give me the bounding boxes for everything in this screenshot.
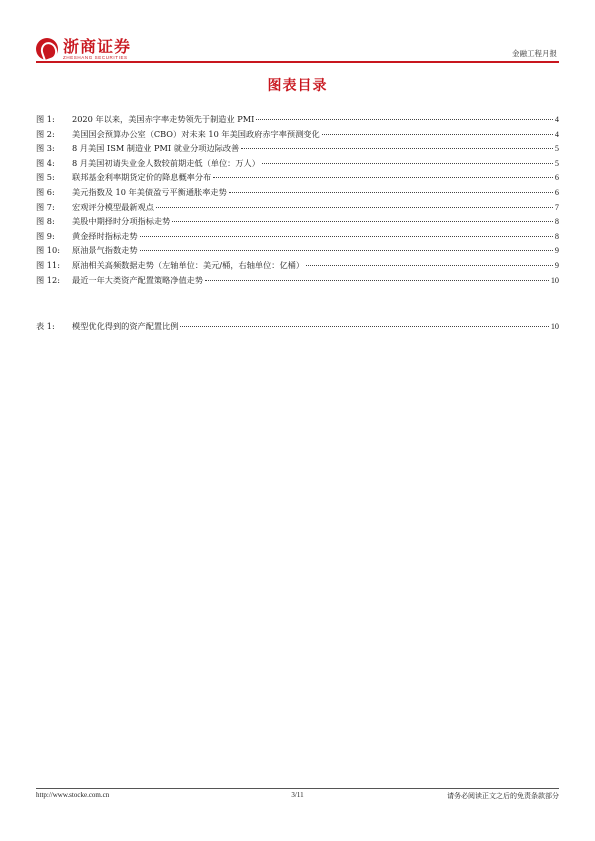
toc-entry-page: 5 <box>554 158 559 168</box>
toc-entry-page: 6 <box>554 187 559 197</box>
toc-entry-page: 4 <box>554 129 559 139</box>
logo-name-en: ZHESHANG SECURITIES <box>63 54 128 60</box>
toc-entry-label: 图 9: <box>36 230 55 241</box>
toc-entry[interactable] <box>36 112 559 127</box>
figure-list <box>36 112 559 287</box>
toc-leader-dots <box>213 177 553 178</box>
toc-entry[interactable] <box>36 229 559 244</box>
toc-entry-label: 图 1: <box>36 114 55 124</box>
toc-entry-label: 图 2: <box>36 128 55 139</box>
toc-entry-page: 8 <box>554 231 559 241</box>
toc-entry[interactable] <box>36 156 559 171</box>
toc-entry[interactable] <box>36 200 559 215</box>
toc-entry-label: 图 10: <box>36 245 60 256</box>
toc-entry-page: 6 <box>554 173 559 183</box>
toc-entry-label: 图 12: <box>36 274 60 285</box>
toc-entry-page: 5 <box>554 144 559 154</box>
toc-entry-page: 9 <box>554 260 559 270</box>
toc-title: 图表目录 <box>267 78 328 94</box>
toc-entry[interactable] <box>36 170 559 185</box>
toc-entry-title: 美国国会预算办公室（CBO）对未来 10 年美国政府赤字率预测变化 <box>72 128 320 139</box>
toc-leader-dots <box>140 236 553 237</box>
toc-entry-title: 黄金择时指标走势 <box>72 230 138 241</box>
header-divider <box>36 61 559 63</box>
toc-leader-dots <box>172 221 553 222</box>
logo-icon <box>36 38 58 60</box>
toc-entry-title: 模型优化得到的资产配置比例 <box>72 321 179 331</box>
toc-entry-title: 宏观评分模型最新观点 <box>72 201 154 212</box>
toc-leader-dots <box>322 134 553 135</box>
toc-entry-title: 美股中期择时分项指标走势 <box>72 216 171 227</box>
toc-entry[interactable] <box>36 185 559 200</box>
logo-name-cn: 浙商证券 <box>63 36 132 56</box>
toc-entry-title: 8 月美国 ISM 制造业 PMI 就业分项边际改善 <box>72 143 240 154</box>
toc-entry-title: 8 月美国初请失业金人数较前期走低（单位：万人） <box>72 157 260 168</box>
toc-entry[interactable] <box>36 214 559 229</box>
footer-divider <box>36 788 559 789</box>
toc-leader-dots <box>306 265 553 266</box>
toc-entry-title: 原油相关高频数据走势（左轴单位：美元/桶，右轴单位：亿桶） <box>72 259 305 270</box>
footer-disclaimer: 请务必阅读正文之后的免责条款部分 <box>447 792 559 800</box>
page-number: 3/11 <box>291 791 304 799</box>
toc-entry[interactable] <box>36 127 559 142</box>
toc-entry-page: 9 <box>554 246 559 256</box>
toc-entry-label: 图 5: <box>36 172 55 183</box>
footer-url-link[interactable]: http://www.stocke.com.cn <box>36 791 110 799</box>
toc-entry-title: 原油景气指数走势 <box>72 245 138 256</box>
toc-entry-label: 图 11: <box>36 259 60 270</box>
toc-entry-label: 图 7: <box>36 201 55 212</box>
toc-entry-title: 联邦基金利率期货定价的降息概率分布 <box>72 172 212 183</box>
toc-leader-dots <box>180 326 548 327</box>
toc-entry-page: 8 <box>554 217 559 227</box>
report-type: 金融工程月报 <box>512 49 557 58</box>
toc-entry-title: 最近一年大类资产配置策略净值走势 <box>72 274 204 285</box>
table-list <box>36 319 559 334</box>
toc-entry-label: 图 4: <box>36 157 55 168</box>
toc-entry-title: 2020 年以来，美国赤字率走势领先于制造业 PMI <box>72 114 255 124</box>
toc-entry[interactable] <box>36 258 559 273</box>
toc-entry-label: 图 3: <box>36 143 55 154</box>
toc-leader-dots <box>262 163 553 164</box>
toc-leader-dots <box>241 148 553 149</box>
page-header <box>36 36 559 64</box>
toc-entry[interactable] <box>36 319 559 334</box>
toc-entry[interactable] <box>36 141 559 156</box>
toc-leader-dots <box>229 192 553 193</box>
toc-entry-page: 10 <box>550 322 559 331</box>
toc-entry-page: 4 <box>554 115 559 124</box>
page-footer <box>36 791 559 803</box>
toc-leader-dots <box>156 207 553 208</box>
toc-entry-page: 10 <box>550 275 559 285</box>
toc-leader-dots <box>256 119 553 120</box>
toc-entry[interactable] <box>36 273 559 288</box>
toc-entry-label: 表 1: <box>36 321 55 331</box>
company-logo <box>36 36 131 62</box>
toc-leader-dots <box>205 280 549 281</box>
toc-entry-label: 图 6: <box>36 186 55 197</box>
toc-entry-page: 7 <box>554 202 559 212</box>
toc-entry-label: 图 8: <box>36 216 55 227</box>
toc-entry-title: 美元指数及 10 年美债盈亏平衡通胀率走势 <box>72 186 227 197</box>
toc-leader-dots <box>140 250 553 251</box>
toc-entry[interactable] <box>36 243 559 258</box>
